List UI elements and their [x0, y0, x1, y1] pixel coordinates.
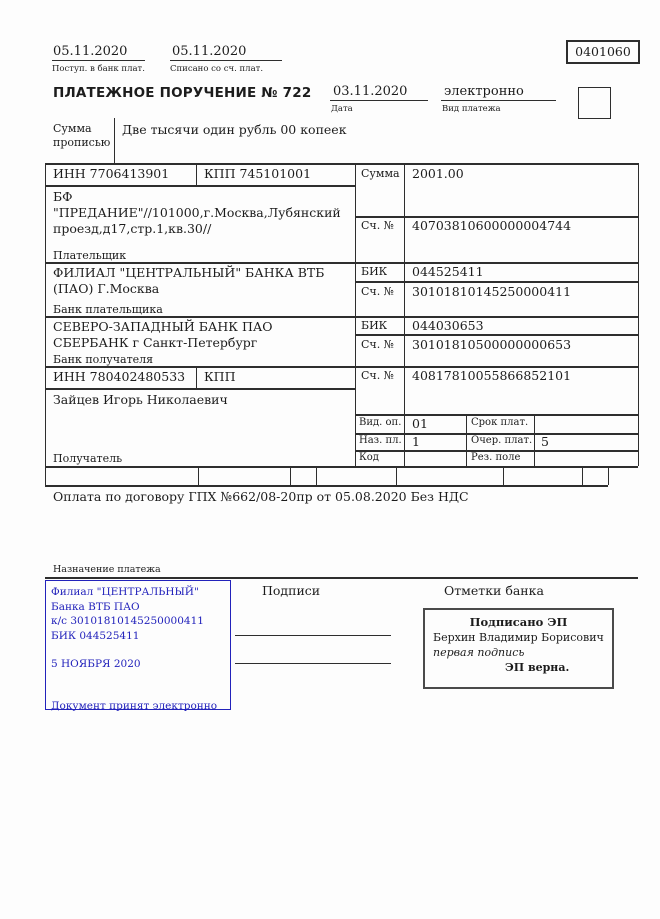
rez-pole-label: Рез. поле — [471, 452, 521, 463]
table-line — [45, 163, 46, 485]
signature-line-2 — [235, 663, 391, 664]
sum-label: Сумма — [361, 167, 400, 180]
debited-date-label: Списано со сч. плат. — [170, 64, 264, 74]
received-date-underline — [52, 60, 145, 61]
table-line — [355, 281, 638, 283]
table-line — [45, 485, 608, 487]
purpose-text: Оплата по договору ГПХ №662/08-20пр от 05.08.2020 Без НДС — [53, 489, 469, 504]
payee-bank-label: Банк получателя — [53, 353, 154, 366]
payee-bank-account-label: Сч. № — [361, 338, 395, 351]
payer-bank-name: ФИЛИАЛ "ЦЕНТРАЛЬНЫЙ" БАНКА ВТБ (ПАО) Г.Москва — [53, 265, 325, 296]
purpose-label: Назначение платежа — [53, 564, 161, 575]
payee-account-value: 40817810055866852101 — [412, 368, 572, 383]
table-line — [355, 334, 638, 336]
amount-words-value: Две тысячи один рубль 00 копеек — [122, 122, 347, 137]
status-checkbox — [578, 87, 611, 119]
payer-name: БФ "ПРЕДАНИЕ"//101000,г.Москва,Лубянский проезд,д17,стр.1,кв.30// — [53, 189, 341, 236]
payer-kpp: КПП 745101001 — [204, 166, 312, 181]
table-line — [466, 414, 467, 466]
table-line — [45, 163, 638, 165]
table-line — [45, 185, 355, 187]
payee-bank-name: СЕВЕРО-ЗАПАДНЫЙ БАНК ПАО СБЕРБАНК г Санкт-Петербург — [53, 319, 273, 350]
vid-op-label: Вид. оп. — [359, 417, 402, 428]
stamp-date: 5 НОЯБРЯ 2020 — [51, 658, 141, 670]
received-date-label: Поступ. в банк плат. — [52, 64, 145, 74]
ocher-plat-value: 5 — [541, 434, 549, 449]
payer-bank-account-value: 30101810145250000411 — [412, 284, 572, 299]
esign-title: Подписано ЭП — [469, 615, 568, 629]
purpose-rule — [45, 577, 638, 579]
payee-bank-account-value: 30101810500000000653 — [412, 337, 572, 352]
debited-date: 05.11.2020 — [172, 44, 247, 59]
bank-stamp — [45, 580, 231, 710]
table-line — [534, 414, 535, 466]
payer-bank-account-label: Сч. № — [361, 285, 395, 298]
kod-label: Код — [359, 452, 379, 463]
payee-bank-bik-value: 044030653 — [412, 318, 484, 333]
payer-account-label: Сч. № — [361, 219, 395, 232]
naz-pl-label: Наз. пл. — [359, 435, 402, 446]
table-line — [196, 163, 197, 185]
table-line — [198, 466, 199, 485]
esign-name: Берхин Владимир Борисович — [433, 631, 604, 644]
bank-marks-label: Отметки банка — [444, 583, 544, 598]
payee-kpp: КПП — [204, 369, 236, 384]
doc-date: 03.11.2020 — [333, 84, 408, 99]
table-line — [355, 414, 638, 416]
doc-date-underline — [330, 100, 428, 101]
naz-pl-value: 1 — [412, 434, 420, 449]
table-line — [45, 262, 638, 264]
stamp-bik: БИК 044525411 — [51, 629, 140, 642]
stamp-corr-account: к/с 30101810145250000411 — [51, 615, 204, 627]
stamp-accepted-note: Документ принят электронно — [51, 699, 218, 712]
payer-account-value: 40703810600000004744 — [412, 218, 572, 233]
payer-label: Плательщик — [53, 249, 127, 262]
payer-bank-label: Банк плательщика — [53, 303, 163, 316]
payer-bank-bik-value: 044525411 — [412, 264, 484, 279]
received-date: 05.11.2020 — [53, 44, 128, 59]
form-code-box: 0401060 — [566, 40, 640, 64]
payee-label: Получатель — [53, 452, 123, 465]
table-line — [45, 316, 638, 318]
esign-role: первая подпись — [433, 646, 525, 659]
payee-account-label: Сч. № — [361, 369, 395, 382]
table-line — [45, 466, 638, 468]
table-line — [608, 466, 609, 485]
document-title: ПЛАТЕЖНОЕ ПОРУЧЕНИЕ № 722 — [53, 85, 312, 101]
table-line — [196, 366, 197, 388]
srok-plat-label: Срок плат. — [471, 417, 529, 428]
table-line — [316, 466, 317, 485]
table-line — [396, 466, 397, 485]
signature-line-1 — [235, 635, 391, 636]
payment-kind-underline — [441, 100, 556, 101]
payment-kind: электронно — [444, 84, 524, 99]
signatures-label: Подписи — [262, 583, 321, 598]
vid-op-value: 01 — [412, 416, 428, 431]
table-line — [582, 466, 583, 485]
sum-value: 2001.00 — [412, 166, 464, 181]
table-line — [404, 163, 405, 466]
doc-date-label: Дата — [331, 104, 353, 114]
table-line — [355, 163, 356, 466]
table-line — [290, 466, 291, 485]
payee-name: Зайцев Игорь Николаевич — [53, 392, 228, 407]
table-line — [45, 388, 355, 390]
esign-box — [423, 608, 614, 689]
amount-words-label: Сумма прописью — [53, 122, 111, 150]
table-line — [638, 163, 639, 466]
table-line — [503, 466, 504, 485]
payee-bank-bik-label: БИК — [361, 319, 388, 332]
amount-words-divider — [114, 118, 115, 163]
payer-bank-bik-label: БИК — [361, 265, 388, 278]
debited-date-underline — [170, 60, 282, 61]
payment-kind-label: Вид платежа — [442, 104, 501, 114]
stamp-bank-name: Филиал "ЦЕНТРАЛЬНЫЙ" Банка ВТБ ПАО — [51, 586, 199, 613]
payer-inn: ИНН 7706413901 — [53, 166, 170, 181]
esign-verified: ЭП верна. — [505, 661, 570, 674]
ocher-plat-label: Очер. плат. — [471, 435, 533, 446]
payee-inn: ИНН 780402480533 — [53, 369, 186, 384]
